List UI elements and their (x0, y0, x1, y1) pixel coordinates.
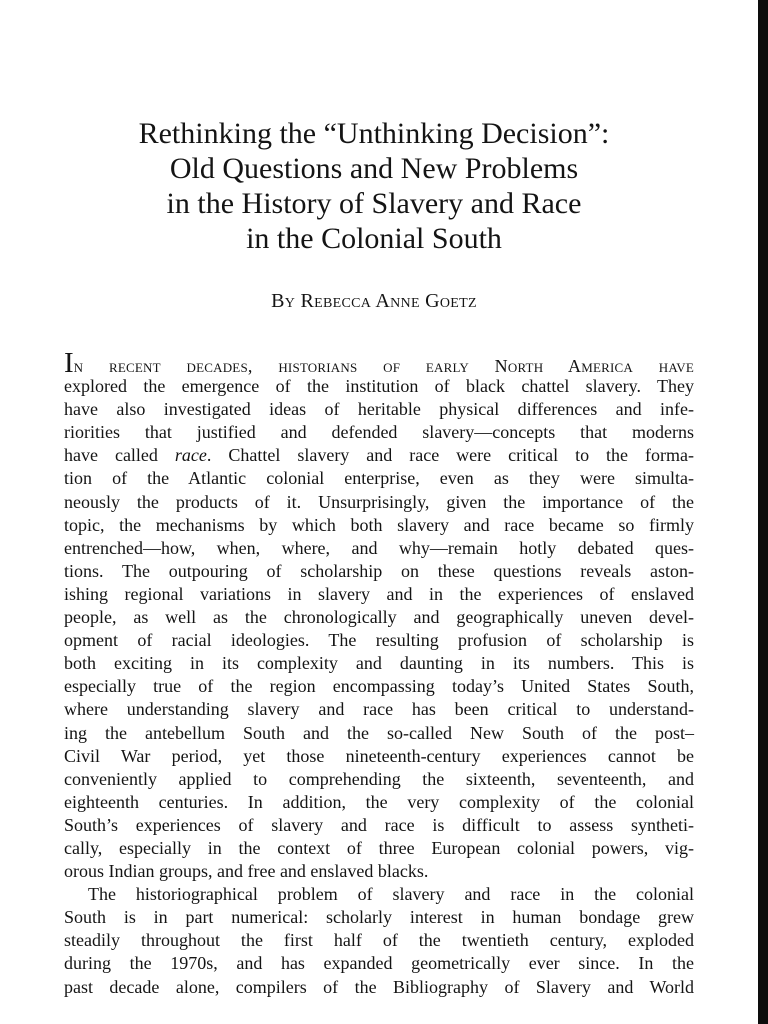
body-line: orous Indian groups, and free and enslaved blacks. (64, 861, 429, 882)
body-line: neously the products of it. Unsurprisingly, given the importance of the (64, 491, 694, 512)
title-line: Rethinking the “Unthinking Decision”: (138, 117, 610, 150)
body-line: cally, especially in the context of three European colonial powers, vig- (64, 837, 694, 858)
body-line: South’s experiences of slavery and race is difficult to assess syntheti- (64, 814, 694, 835)
body-line (64, 444, 694, 467)
body-line: opment of racial ideologies. The resulting profusion of scholarship is (64, 630, 694, 651)
body-line: people, as well as the chronologically and geographically uneven devel- (64, 607, 694, 628)
body-line: tions. The outpouring of scholarship on these questions reveals aston- (64, 560, 694, 581)
body-line: eighteenth centuries. In addition, the very complexity of the colonial (64, 791, 694, 812)
body-line: ishing regional variations in slavery and in the experiences of enslaved (64, 583, 694, 604)
body-line: explored the emergence of the institution of black chattel slavery. They (64, 376, 694, 397)
body-line: steadily throughout the first half of the twentieth century, exploded (64, 930, 694, 951)
text-run: have called (64, 445, 175, 466)
text-run: . Chattel slavery and race were critical to the forma- (206, 445, 694, 466)
title-line: in the History of Slavery and Race (166, 187, 582, 220)
title-line: Old Questions and New Problems (169, 152, 579, 185)
body-line: South is in part numerical: scholarly interest in human bondage grew (64, 907, 694, 928)
body-line: The historiographical problem of slavery and race in the colonial (88, 884, 694, 905)
body-line: entrenched—how, when, where, and why—remain hotly debated ques- (64, 537, 694, 558)
body-line: past decade alone, compilers of the Bibliography of Slavery and World (64, 976, 694, 997)
body-line: have also investigated ideas of heritable physical differences and infe- (64, 399, 694, 420)
body-line: especially true of the region encompassing today’s United States South, (64, 676, 694, 697)
title-line: in the Colonial South (246, 222, 502, 255)
article-body (64, 347, 694, 999)
italic-term: race (174, 445, 207, 466)
drop-cap: I (64, 347, 74, 379)
body-line: ing the antebellum South and the so-called New South of the post– (64, 722, 694, 743)
body-line: both exciting in its complexity and daunting in its numbers. This is (64, 653, 694, 674)
scan-edge-shadow (758, 0, 768, 1024)
body-line: during the 1970s, and has expanded geometrically ever since. In the (64, 953, 694, 974)
body-line: tion of the Atlantic colonial enterprise, even as they were simulta- (64, 468, 694, 489)
body-line: riorities that justified and defended slavery—concepts that moderns (64, 422, 694, 443)
body-line: Civil War period, yet those nineteenth-century experiences cannot be (64, 745, 694, 766)
body-line: conveniently applied to comprehending the sixteenth, seventeenth, and (64, 768, 694, 789)
author-byline: By Rebecca Anne Goetz (271, 290, 477, 312)
body-line: topic, the mechanisms by which both slavery and race became so firmly (64, 514, 694, 535)
body-line: where understanding slavery and race has been critical to understand- (64, 699, 694, 720)
article-title (40, 116, 708, 256)
lead-in-small-caps: n recent decades, historians of early North America have (73, 356, 694, 376)
body-line-opening (64, 347, 694, 379)
